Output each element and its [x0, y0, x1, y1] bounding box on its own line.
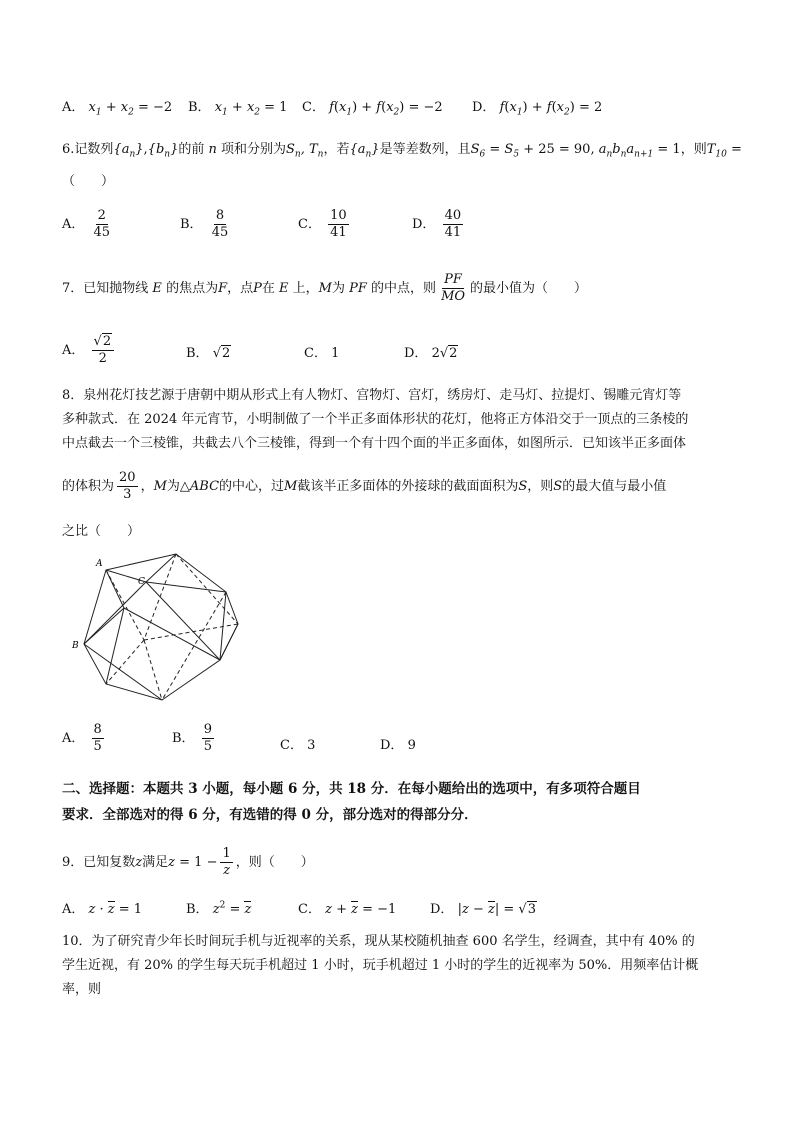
q8-option-d[interactable]: D． 9: [380, 738, 416, 753]
q7-option-b[interactable]: B． √2: [186, 346, 231, 361]
figure-label-a: A: [96, 559, 103, 569]
fraction: $\frac{9}{5}$: [203, 722, 212, 754]
fraction: $\frac{2}{45}$: [93, 208, 111, 240]
fraction: $\frac{8}{5}$: [93, 722, 102, 754]
q6-option-d[interactable]: D． $\frac{40}{41}$: [412, 208, 462, 240]
figure-edge: [84, 644, 162, 700]
q7-option-a[interactable]: A． $\frac{√2}{2}$: [62, 334, 117, 367]
figure-edge: [106, 570, 124, 608]
q8-stem: 8．泉州花灯技艺源于唐朝中期从形式上有人物灯、宫物灯、宫灯，绣房灯、走马灯、拉提灯、锡雕元宵灯等 多种款式．在 2024 年元宵节，小明制做了一个半正多面体形状的花灯，他将正方体沿交于一顶点的三条棱的 中点截去一个三棱锥，共截去八个三棱锥，得到一个有十四个面的半正多面体，如图所示．已知该半正多面体: [62, 388, 689, 451]
cuboctahedron-figure: [66, 548, 246, 704]
q8-stem-line5: 之比（ ）: [62, 524, 141, 539]
q7-option-c[interactable]: C． 1: [304, 346, 340, 361]
q6-option-b[interactable]: B． $\frac{8}{45}$: [180, 208, 229, 240]
fraction: $\frac{√2}{2}$: [92, 334, 115, 367]
q6-option-a[interactable]: A． $\frac{2}{45}$: [62, 208, 111, 240]
figure-hidden-edge: [176, 554, 238, 624]
section-2-heading: 二、选择题：本题共 3 小题，每小题 6 分，共 18 分．在每小题给出的选项中，有多项符合题目 要求．全部选对的得 6 分，有选错的得 0 分，部分选对的得部分分．: [62, 781, 641, 823]
q5-option-c[interactable]: C． $f(x_1) + f(x_2) = -2$: [302, 100, 443, 118]
q7-option-d[interactable]: D． 2√2: [404, 346, 458, 361]
figure-edge: [146, 582, 220, 660]
q6-stem: 6.记数列$\{a_n\},\{b_n\}$的前 n 项和分别为$S_n$, $T_n$，若$\{a_n\}$是等差数列，且$S_6 = S_5 + 25 = 90$, $a_nb_na_{n+1} = 1$，则$T_{10}$ =: [62, 142, 742, 160]
fraction: $\frac{40}{41}$: [444, 208, 462, 240]
q8-option-a[interactable]: A． $\frac{8}{5}$: [62, 722, 102, 754]
q5-option-d[interactable]: D． $f(x_1) + f(x_2) = 2$: [472, 100, 603, 118]
q9-option-b[interactable]: B． $z^2 = z$: [186, 900, 252, 917]
figure-hidden-edge: [144, 640, 162, 700]
fraction: $\frac{10}{41}$: [330, 208, 347, 240]
q9-option-c[interactable]: C． z + z = −1: [298, 902, 397, 917]
q9-option-a[interactable]: A． z · z = 1: [62, 902, 143, 917]
q9-option-d[interactable]: D． |z − z| = √3: [430, 902, 536, 917]
figure-label-b: B: [72, 641, 79, 651]
q7-stem: 7．已知抛物线 E 的焦点为F，点P在 E 上，M为 PF 的中点，则 $\frac{PF}{MO}$ 的最小值为（ ）: [62, 272, 588, 304]
q5-option-a[interactable]: A． $x_1 + x_2 = -2$: [62, 100, 173, 118]
q10-stem: 10．为了研究青少年长时间玩手机与近视率的关系，现从某校随机抽查 600 名学生，经调查，其中有 40% 的 学生近视，有 20% 的学生每天玩手机超过 1 小时，玩手机超过 1 小时的学生的近视率为 50%．用频率估计概 率，则: [62, 934, 699, 997]
figure-label-c: C: [138, 577, 145, 587]
figure-edge: [146, 554, 176, 582]
figure-edge: [84, 608, 124, 644]
fraction: $\frac{8}{45}$: [211, 208, 229, 240]
q8-option-c[interactable]: C． 3: [280, 738, 316, 753]
figure-edge: [124, 608, 220, 660]
q8-option-b[interactable]: B． $\frac{9}{5}$: [172, 722, 212, 754]
q8-stem-line4: 的体积为 $\frac{20}{3}$ ，M为△ABC的中心，过M截该半正多面体的外接球的截面面积为S，则S的最大值与最小值: [62, 470, 667, 502]
q5-option-b[interactable]: B． $x_1 + x_2 = 1$: [188, 100, 288, 118]
q9-stem: 9．已知复数z满足z = 1 − $\frac{1}{z}$ ，则（ ）: [62, 846, 314, 878]
q6-option-c[interactable]: C． $\frac{10}{41}$: [298, 208, 347, 240]
q6-answer-blank: （ ）: [62, 174, 115, 189]
